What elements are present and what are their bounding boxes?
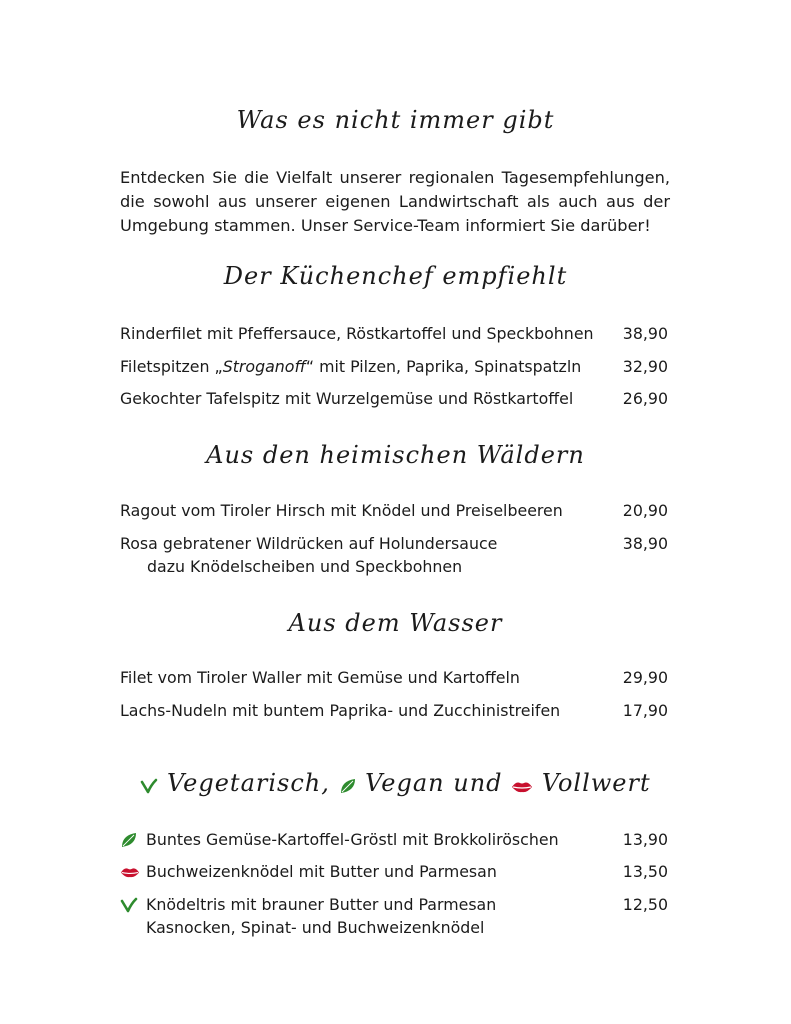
menu-item-price: 12,50: [622, 895, 668, 914]
menu-item-name: Buchweizenknödel mit Butter und Parmesan: [146, 862, 497, 881]
menu-item: [120, 499, 670, 523]
veg-heading-part: Vegetarisch,: [167, 769, 330, 797]
menu-item-price: 17,90: [622, 701, 668, 720]
menu-item: [120, 322, 670, 346]
menu-item-price: 26,90: [622, 389, 668, 408]
check-sprout-icon: [140, 778, 158, 794]
leaf-icon: [339, 778, 357, 794]
menu-item: [120, 387, 670, 411]
page-title: Was es nicht immer gibt: [236, 106, 555, 134]
intro-text: Entdecken Sie die Vielfalt unserer regionalen Tagesempfehlungen, die sowohl aus unserer eigenen Landwirtschaft als auch aus der Umgebung stammen. Unser Service-Team informiert Sie darüber!: [120, 168, 670, 235]
menu-item-price: 38,90: [622, 324, 668, 343]
menu-item-price: 38,90: [622, 534, 668, 553]
menu-item: [120, 532, 670, 576]
menu-item: [120, 828, 670, 852]
leaf-icon: [120, 832, 138, 848]
menu-item-name: Rinderfilet mit Pfeffersauce, Röstkartoffel und Speckbohnen: [120, 324, 594, 343]
menu-item-name: Buntes Gemüse-Kartoffel-Gröstl mit Brokkoliröschen: [146, 830, 559, 849]
lips-icon: [511, 780, 533, 794]
menu-item: [120, 355, 670, 379]
menu-item-price: 13,50: [622, 862, 668, 881]
menu-item-name: Lachs-Nudeln mit buntem Paprika- und Zucchinistreifen: [120, 701, 561, 720]
check-sprout-icon: [120, 897, 138, 913]
section-heading-chef: Der Küchenchef empfiehlt: [223, 262, 568, 290]
menu-item-subtext: dazu Knödelscheiben und Speckbohnen: [147, 557, 463, 576]
section-heading-water: Aus dem Wasser: [288, 609, 503, 637]
menu-item-name: Knödeltris mit brauner Butter und Parmesan: [146, 895, 497, 914]
menu-item-name: Rosa gebratener Wildrücken auf Holundersauce: [120, 534, 498, 553]
menu-item: [120, 699, 670, 723]
veg-heading-part: Vegan und: [365, 769, 503, 797]
menu-item-price: 32,90: [622, 357, 668, 376]
menu-item-subtext: Kasnocken, Spinat- und Buchweizenknödel: [146, 918, 485, 937]
menu-item-price: 13,90: [622, 830, 668, 849]
menu-item: [120, 860, 670, 884]
menu-item: [120, 893, 670, 937]
menu-item-name: Gekochter Tafelspitz mit Wurzelgemüse und Röstkartoffel: [120, 389, 574, 408]
menu-item-price: 20,90: [622, 501, 668, 520]
lips-icon: [120, 866, 140, 879]
menu-item-price: 29,90: [622, 668, 668, 687]
veg-heading-part: Vollwert: [541, 769, 651, 797]
menu-item-name: Filetspitzen „Stroganoff“ mit Pilzen, Paprika, Spinatspatzln: [120, 357, 582, 376]
menu-item: [120, 666, 670, 690]
section-heading-veg: [0, 769, 791, 797]
menu-item-name: Ragout vom Tiroler Hirsch mit Knödel und Preiselbeeren: [120, 501, 563, 520]
menu-item-name: Filet vom Tiroler Waller mit Gemüse und Kartoffeln: [120, 668, 520, 687]
section-heading-forest: Aus den heimischen Wäldern: [206, 441, 585, 469]
